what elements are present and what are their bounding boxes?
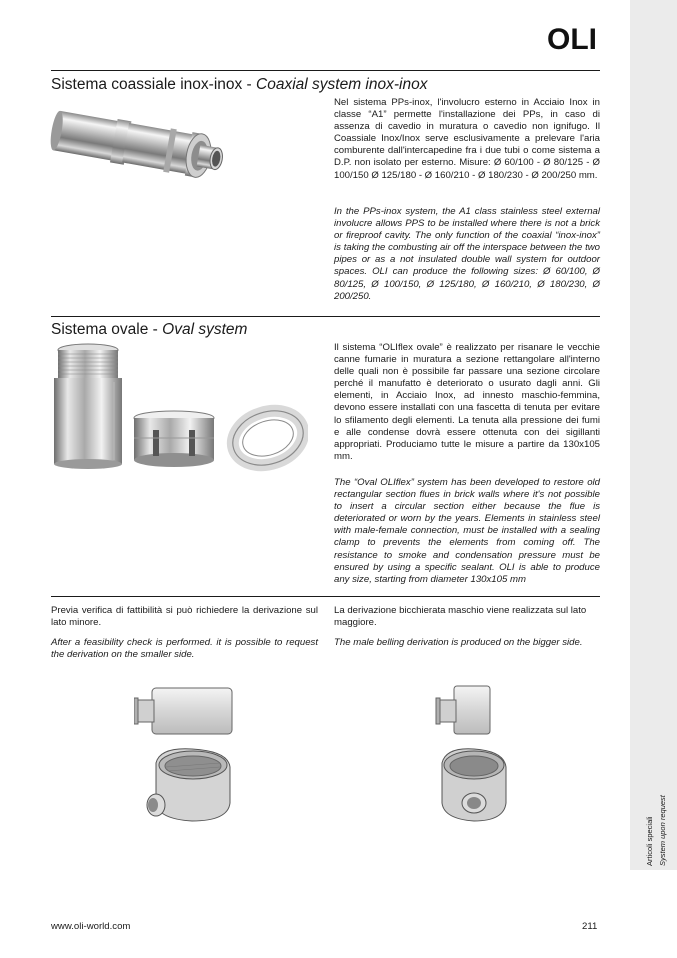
page-number: 211 — [582, 921, 598, 932]
oval-text-it: Il sistema “OLIflex ovale” è realizzato per risanare le vecchie canne fumarie in muratura a sezione rettangolare all'interno delle quali non è possibile far passare una sezione circolare perché il manufatto è deteriorato o usurato dagli anni. Gli elementi, in Acciaio Inox, ad innesto maschio-femmina, devono essere installati con una fascetta di tenuta per evitare lo sfilamento degli elementi. La tenuta alla pressione dei fumi e alle condense dovrà essere ottenuta con dei sigillanti appropriati. Produciamo tutte le misure a partire da 130x105 mm. — [334, 342, 600, 462]
derivation-left-it: Previa verifica di fattibilità si può richiedere la derivazione sul lato minore. — [51, 605, 318, 629]
oval-ring-image — [226, 404, 308, 474]
section-title-oval: Sistema ovale - Oval system — [51, 321, 248, 338]
oval-pipe-image — [48, 342, 130, 470]
derivation-big-side-3d — [430, 745, 510, 827]
sidebar-label — [643, 796, 677, 866]
coaxial-text-en: In the PPs-inox system, the A1 class stainless steel external involucre allows PPS to be installed where there is not a brick or fireproof cavity. The only function of the coaxial “inox-inox” is taking the combusting air off the interspace between the two pipes or as a not insulated double wall system for outdoor spaces. OLI can produce the following sizes: Ø 60/100, Ø 80/125, Ø 100/150, Ø 125/180, Ø 160/210, Ø 180/230, Ø 200/250. — [334, 206, 600, 302]
section-divider — [51, 316, 600, 317]
section-title-coaxial: Sistema coassiale inox-inox - Coaxial system inox-inox — [51, 76, 428, 93]
coaxial-text-it: Nel sistema PPs-inox, l'involucro esterno in Acciaio Inox in classe “A1” permette l'installazione dei PPs, in caso di assenza di cavedio in muratura o cavedio non ignifugo. Il Coassiale Inox/Inox serve esclusivamente a prelevare l'aria comburente dall'intercapedine fra i due tubi o come sistema a D.P. non isolato per esterno. Misure: Ø 60/100 - Ø 80/125 - Ø 100/150 Ø 125/180 - Ø 160/210 - Ø 180/230 - Ø 200/250 mm. — [334, 97, 600, 181]
derivation-right-en: The male belling derivation is produced on the bigger side. — [334, 637, 583, 648]
oval-clamp-image — [131, 408, 217, 470]
sidebar-label-it: Articoli speciali — [645, 816, 654, 866]
sidebar-label-en: System upon request — [658, 795, 667, 866]
derivation-right-it: La derivazione bicchierata maschio viene realizzata sul lato maggiore. — [334, 605, 587, 629]
derivation-small-side-3d — [142, 745, 238, 827]
derivation-left-en: After a feasibility check is performed. it is possible to request the derivation on the smaller side. — [51, 637, 318, 661]
sidebar-band — [630, 0, 677, 870]
oval-text-en: The “Oval OLIflex” system has been developed to restore old rectangular section flues in brick walls where it's not possible to insert a circular section either because the flue is deteriorated or worn by the years. Elements in stainless steel with male-female connection, must be installed with a sealing clamp to prevents the elements from coming off. The resistance to smoke and condensation pressure must be ensured by using a specific sealant. OLI is able to produce any size, starting from diameter 130x105 mm — [334, 477, 600, 585]
oli-logo — [541, 24, 603, 52]
derivation-small-side-drawing — [134, 684, 234, 736]
derivation-big-side-drawing — [434, 684, 494, 736]
svg-text:OLI: OLI — [547, 24, 597, 52]
coaxial-pipe-image — [49, 98, 239, 198]
section-divider — [51, 596, 600, 597]
section-divider — [51, 70, 600, 71]
footer-url[interactable]: www.oli-world.com — [51, 921, 131, 932]
